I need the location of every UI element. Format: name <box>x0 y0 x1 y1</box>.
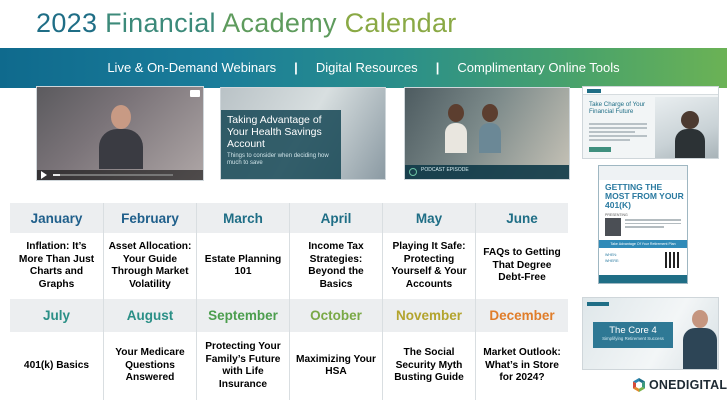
topic-december[interactable]: Market Outlook: What’s in Store for 2024? <box>475 332 568 400</box>
video-progress-bar[interactable] <box>53 174 173 176</box>
month-november: November <box>382 299 475 332</box>
topic-january[interactable]: Inflation: It’s More Than Just Charts and Graphs <box>18 241 95 290</box>
person-image <box>479 104 501 154</box>
flyer-when <box>605 252 619 264</box>
month-april: April <box>289 203 382 233</box>
hsa-subtitle: Things to consider when deciding how much to save <box>227 153 329 166</box>
month-may: May <box>382 203 475 233</box>
month-march: March <box>196 203 289 233</box>
flyer-header <box>599 166 687 180</box>
topic-february[interactable]: Asset Allocation: Your Guide Through Market Volatility <box>103 233 196 299</box>
podcast-icon <box>409 168 417 176</box>
podcast-caption-text: PODCAST EPISODE <box>421 167 469 173</box>
topic-april[interactable]: Income Tax Strategies: Beyond the Basics <box>289 233 382 299</box>
onedigital-logo <box>632 377 727 393</box>
onedigital-mini-logo-icon <box>587 302 609 306</box>
flyer-footer <box>599 275 687 283</box>
month-september: September <box>196 299 289 332</box>
hsa-thumbnail[interactable] <box>220 87 386 180</box>
topic-november[interactable]: The Social Security Myth Busting Guide <box>382 332 475 400</box>
person-image <box>445 104 467 154</box>
topic-june[interactable]: FAQs to Getting That Degree Debt-Free <box>475 233 568 299</box>
podcast-thumbnail[interactable] <box>404 87 570 180</box>
video-thumbnail[interactable] <box>36 86 204 181</box>
podcast-caption <box>405 165 569 179</box>
hsa-title: Taking Advantage of Your Health Savings Account <box>227 114 322 150</box>
banner-text <box>0 47 727 87</box>
web-nav <box>583 87 718 95</box>
banner-separator: | <box>294 59 298 75</box>
title-word-academy: Academy <box>222 8 337 38</box>
flyer-thumbnail[interactable] <box>598 165 688 284</box>
month-july: July <box>10 299 103 332</box>
core4-title: The Core 4 <box>609 325 657 336</box>
web-heading: Take Charge of Your Financial Future <box>589 101 646 115</box>
video-controls <box>37 170 203 180</box>
banner-separator: | <box>435 59 440 75</box>
website-thumbnail[interactable] <box>582 86 719 159</box>
banner-digital-resources: Digital Resources <box>315 59 418 75</box>
topic-october[interactable]: Maximizing Your HSA <box>289 332 382 400</box>
month-august: August <box>103 299 196 332</box>
flyer-bio <box>625 219 681 230</box>
play-icon[interactable] <box>41 171 47 179</box>
hsa-overlay <box>221 110 341 180</box>
core4-card <box>593 322 673 348</box>
avatar <box>605 218 621 236</box>
title-year: 2023 <box>36 8 98 38</box>
flyer-when-label: WHEN: <box>605 253 617 257</box>
banner-online-tools: Complimentary Online Tools <box>457 59 620 75</box>
qr-code-icon <box>665 252 681 268</box>
calendar-grid <box>10 203 568 400</box>
web-body-text <box>589 123 647 143</box>
presenter-image <box>99 105 143 167</box>
topic-march[interactable]: Estate Planning 101 <box>196 233 289 299</box>
topic-august[interactable]: Your Medicare Questions Answered <box>103 332 196 400</box>
month-june: June <box>475 203 568 233</box>
page-title <box>36 8 457 39</box>
month-december: December <box>475 299 568 332</box>
onedigital-mini-logo-icon <box>587 89 601 93</box>
banner-webinars: Live & On-Demand Webinars <box>107 59 277 75</box>
onedigital-logo-icon <box>632 378 646 392</box>
flyer-band: Take Advantage Of Your Retirement Plan <box>599 240 687 248</box>
web-cta-button <box>589 147 611 152</box>
topic-september[interactable]: Protecting Your Family’s Future with Life Insurance <box>196 332 289 400</box>
web-photo <box>655 97 719 159</box>
month-february: February <box>103 203 196 233</box>
month-october: October <box>289 299 382 332</box>
month-january: January <box>10 203 103 233</box>
logo-text: ONEDIGITAL <box>649 378 727 392</box>
flyer-title: GETTING THE MOST FROM YOUR 401(K) <box>605 182 684 210</box>
core4-thumbnail[interactable] <box>582 297 719 370</box>
hd-icon <box>190 90 200 97</box>
flyer-where-label: WHERE: <box>605 259 620 263</box>
core4-subtitle: Simplifying Retirement Success <box>602 336 664 341</box>
flyer-presenting: PRESENTING <box>605 213 628 217</box>
topic-may[interactable]: Playing It Safe: Protecting Yourself & Your Accounts <box>382 233 475 299</box>
title-word-financial: Financial <box>105 8 216 38</box>
presenter-image <box>683 310 717 370</box>
title-word-calendar: Calendar <box>344 8 457 38</box>
topic-july[interactable]: 401(k) Basics <box>23 359 90 371</box>
